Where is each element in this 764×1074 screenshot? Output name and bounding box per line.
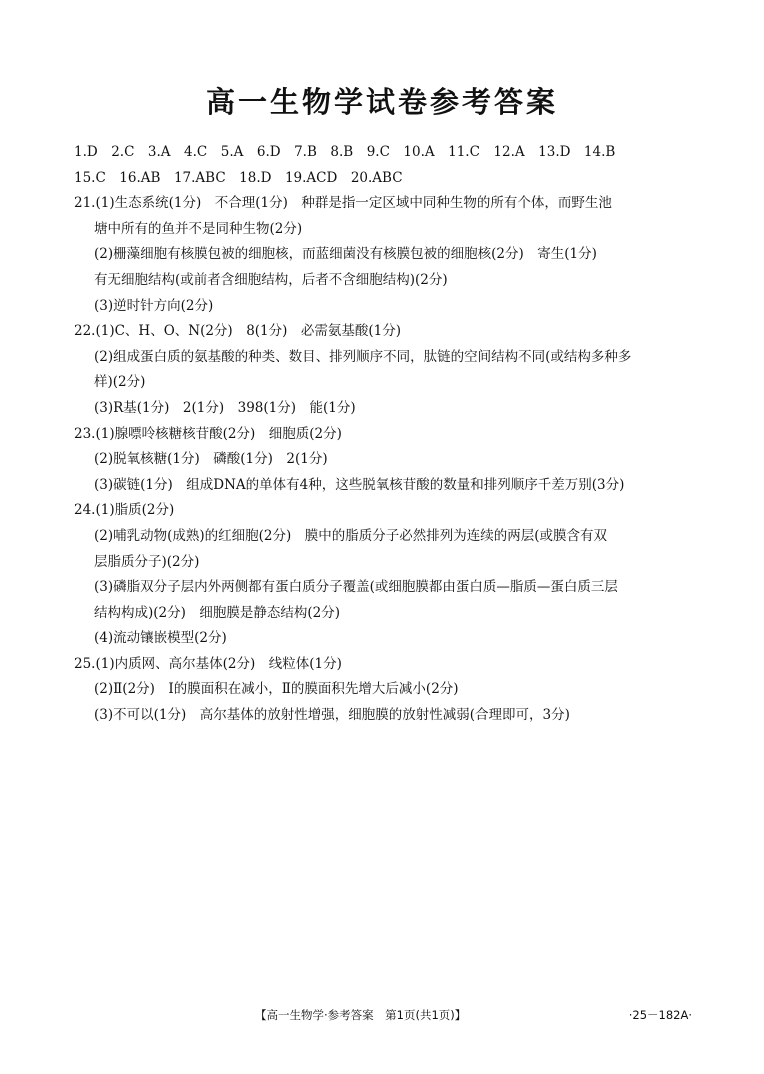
page-footer [0,1004,764,1026]
q25-line-3: (3)不可以(1分) 高尔基体的放射性增强，细胞膜的放射性减弱(合理即可，3分) [94,707,570,724]
answer-body [74,140,700,729]
q21-line-1: 21.(1)生态系统(1分) 不合理(1分) 种群是指一定区域中同种生物的所有个体，而野生池 [74,195,612,212]
q24-line-1: 24.(1)脂质(2分) [74,502,175,519]
q24-line-5: 结构构成)(2分) 细胞膜是静态结构(2分) [94,604,341,621]
q21-line-4: 有无细胞结构(或前者含细胞结构，后者不含细胞结构)(2分) [94,271,448,288]
document-title: 高一生物学试卷参考答案 [205,85,558,119]
q25-line-2: (2)Ⅱ(2分) Ⅰ的膜面积在减小，Ⅱ的膜面积先增大后减小(2分) [94,681,459,698]
q21-line-3: (2)栅藻细胞有核膜包被的细胞核，而蓝细菌没有核膜包被的细胞核(2分) 寄生(1分) [94,246,597,263]
footer-doc-code: ·25－182A· [628,1008,692,1022]
choice-answers-line-1: 1.D 2.C 3.A 4.C 5.A 6.D 7.B 8.B 9.C 10.A 11.C 12.A 13.D 14.B [74,144,616,160]
q23-line-2: (2)脱氧核糖(1分) 磷酸(1分) 2(1分) [94,451,328,468]
choice-answers-line-2: 15.C 16.AB 17.ABC 18.D 19.ACD 20.ABC [74,169,403,186]
q23-line-1: 23.(1)腺嘌呤核糖核苷酸(2分) 细胞质(2分) [74,425,342,442]
q24-line-4: (3)磷脂双分子层内外两侧都有蛋白质分子覆盖(或细胞膜都由蛋白质—脂质—蛋白质三层 [94,579,618,596]
q22-line-1: 22.(1)C、H、O、N(2分) 8(1分) 必需氨基酸(1分) [74,323,402,340]
q22-line-2: (2)组成蛋白质的氨基酸的种类、数目、排列顺序不同，肽链的空间结构不同(或结构多种多 [94,348,632,365]
footer-page-info: 【高一生物学·参考答案 第1页(共1页)】 [255,1008,467,1022]
q21-line-2: 塘中所有的鱼并不是同种生物(2分) [94,220,303,237]
q25-line-1: 25.(1)内质网、高尔基体(2分) 线粒体(1分) [74,655,342,672]
q21-line-5: (3)逆时针方向(2分) [94,297,214,314]
q22-line-4: (3)R基(1分) 2(1分) 398(1分) 能(1分) [94,399,356,416]
q23-line-3: (3)碳链(1分) 组成DNA的单体有4种，这些脱氧核苷酸的数量和排列顺序千差万别(3分) [94,476,625,493]
q24-line-6: (4)流动镶嵌模型(2分) [94,630,227,647]
q24-line-3: 层脂质分子)(2分) [94,553,200,570]
q24-line-2: (2)哺乳动物(成熟)的红细胞(2分) 膜中的脂质分子必然排列为连续的两层(或膜含有双 [94,527,608,544]
q22-line-3: 样)(2分) [94,374,146,391]
